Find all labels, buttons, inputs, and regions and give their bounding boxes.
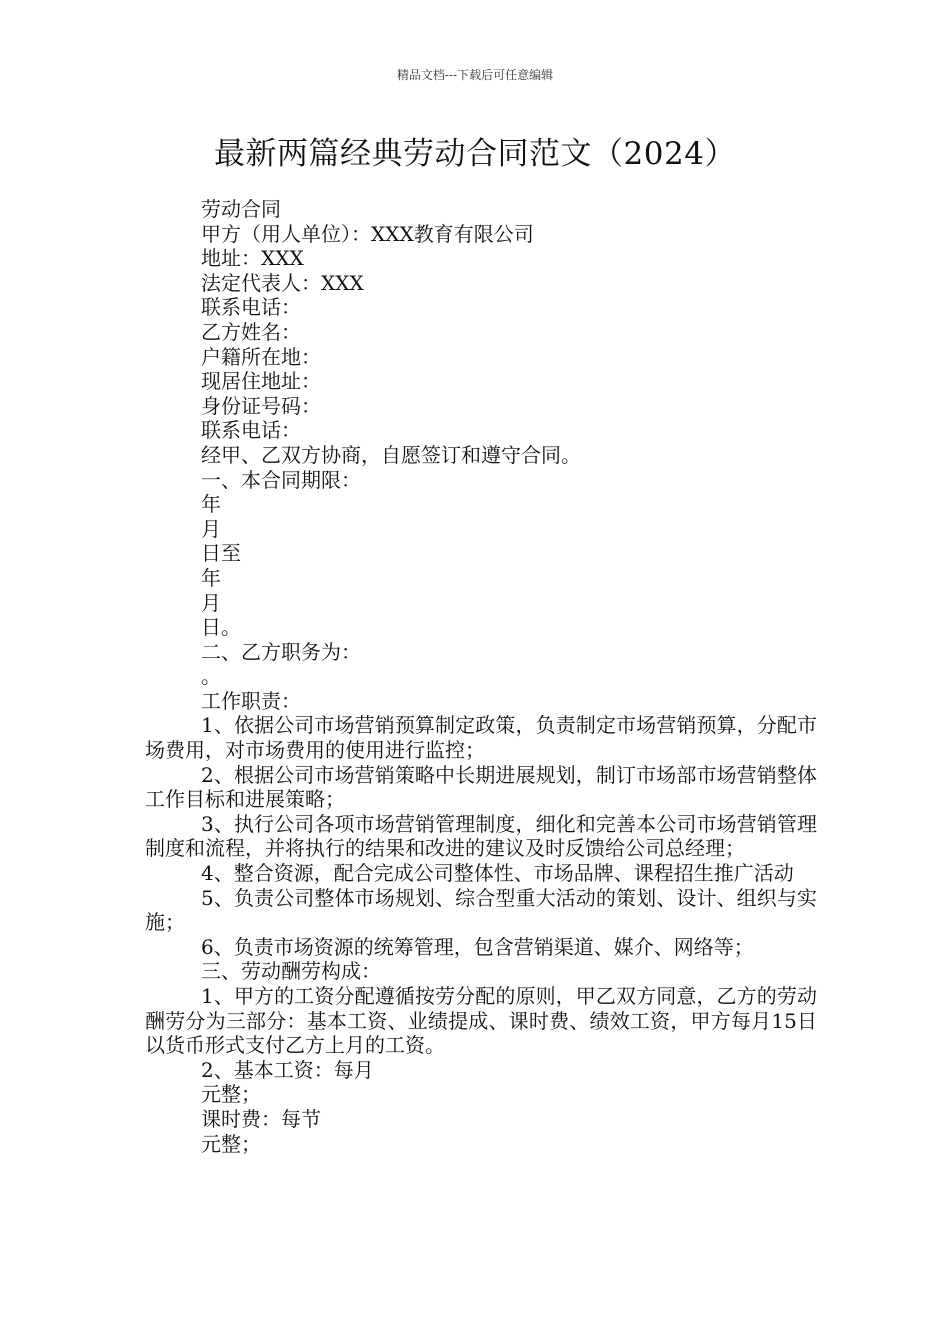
section-3-heading: 三、劳动酬劳构成： xyxy=(201,959,381,984)
document-title: 最新两篇经典劳动合同范文（2024） xyxy=(214,136,736,172)
section-1-heading: 一、本合同期限： xyxy=(201,467,361,492)
agreement-line: 经甲、乙双方协商，自愿签订和遵守合同。 xyxy=(201,442,581,467)
document-body xyxy=(145,197,817,1156)
duty-item: 3、执行公司各项市场营销管理制度，细化和完善本公司市场营销管理制度和流程，并将执行的结果和改进的建议及时反馈给公司总经理； xyxy=(145,811,817,861)
id-number-line: 身份证号码： xyxy=(201,393,321,418)
base-salary-unit: 元整； xyxy=(201,1082,261,1107)
duties-heading: 工作职责： xyxy=(201,688,301,713)
base-salary-line: 2、基本工资：每月 xyxy=(201,1057,374,1082)
term-day-end: 日。 xyxy=(201,615,241,640)
term-month-end: 月 xyxy=(201,590,221,615)
contract-heading: 劳动合同 xyxy=(201,197,281,221)
duty-item: 1、依据公司市场营销预算制定政策，负责制定市场营销预算，分配市场费用，对市场费用的使用进行监控； xyxy=(145,713,817,763)
phone-line-a: 联系电话： xyxy=(201,295,301,320)
party-a-line: 甲方（用人单位）：XXX教育有限公司 xyxy=(201,221,534,246)
duty-item: 6、负责市场资源的统筹管理，包含营销渠道、媒介、网络等； xyxy=(201,934,754,959)
lesson-fee-unit: 元整； xyxy=(201,1131,261,1156)
term-day-start: 日至 xyxy=(201,541,241,566)
position-blank: 。 xyxy=(201,664,221,689)
duty-item: 2、根据公司市场营销策略中长期进展规划，制订市场部市场营销整体工作目标和进展策略； xyxy=(145,762,817,812)
household-line: 户籍所在地： xyxy=(201,344,321,369)
term-year-end: 年 xyxy=(201,565,221,590)
residence-line: 现居住地址： xyxy=(201,369,321,394)
duty-item: 4、整合资源，配合完成公司整体性、市场品牌、课程招生推广活动 xyxy=(201,861,794,886)
pay-paragraph: 1、甲方的工资分配遵循按劳分配的原则，甲乙双方同意，乙方的劳动酬劳分为三部分：基本工资、业绩提成、课时费、绩效工资，甲方每月15日以货币形式支付乙方上月的工资。 xyxy=(145,984,817,1058)
party-b-name-line: 乙方姓名： xyxy=(201,319,301,344)
address-line: 地址：XXX xyxy=(201,246,304,271)
term-year-start: 年 xyxy=(201,492,221,517)
page-header: 精品文档---下载后可任意编辑 xyxy=(396,68,554,82)
term-month-start: 月 xyxy=(201,516,221,541)
section-2-heading: 二、乙方职务为： xyxy=(201,639,361,664)
lesson-fee-line: 课时费：每节 xyxy=(201,1106,321,1131)
phone-line-b: 联系电话： xyxy=(201,418,301,443)
duty-item: 5、负责公司整体市场规划、综合型重大活动的策划、设计、组织与实施； xyxy=(145,885,817,935)
legal-rep-line: 法定代表人：XXX xyxy=(201,270,364,295)
